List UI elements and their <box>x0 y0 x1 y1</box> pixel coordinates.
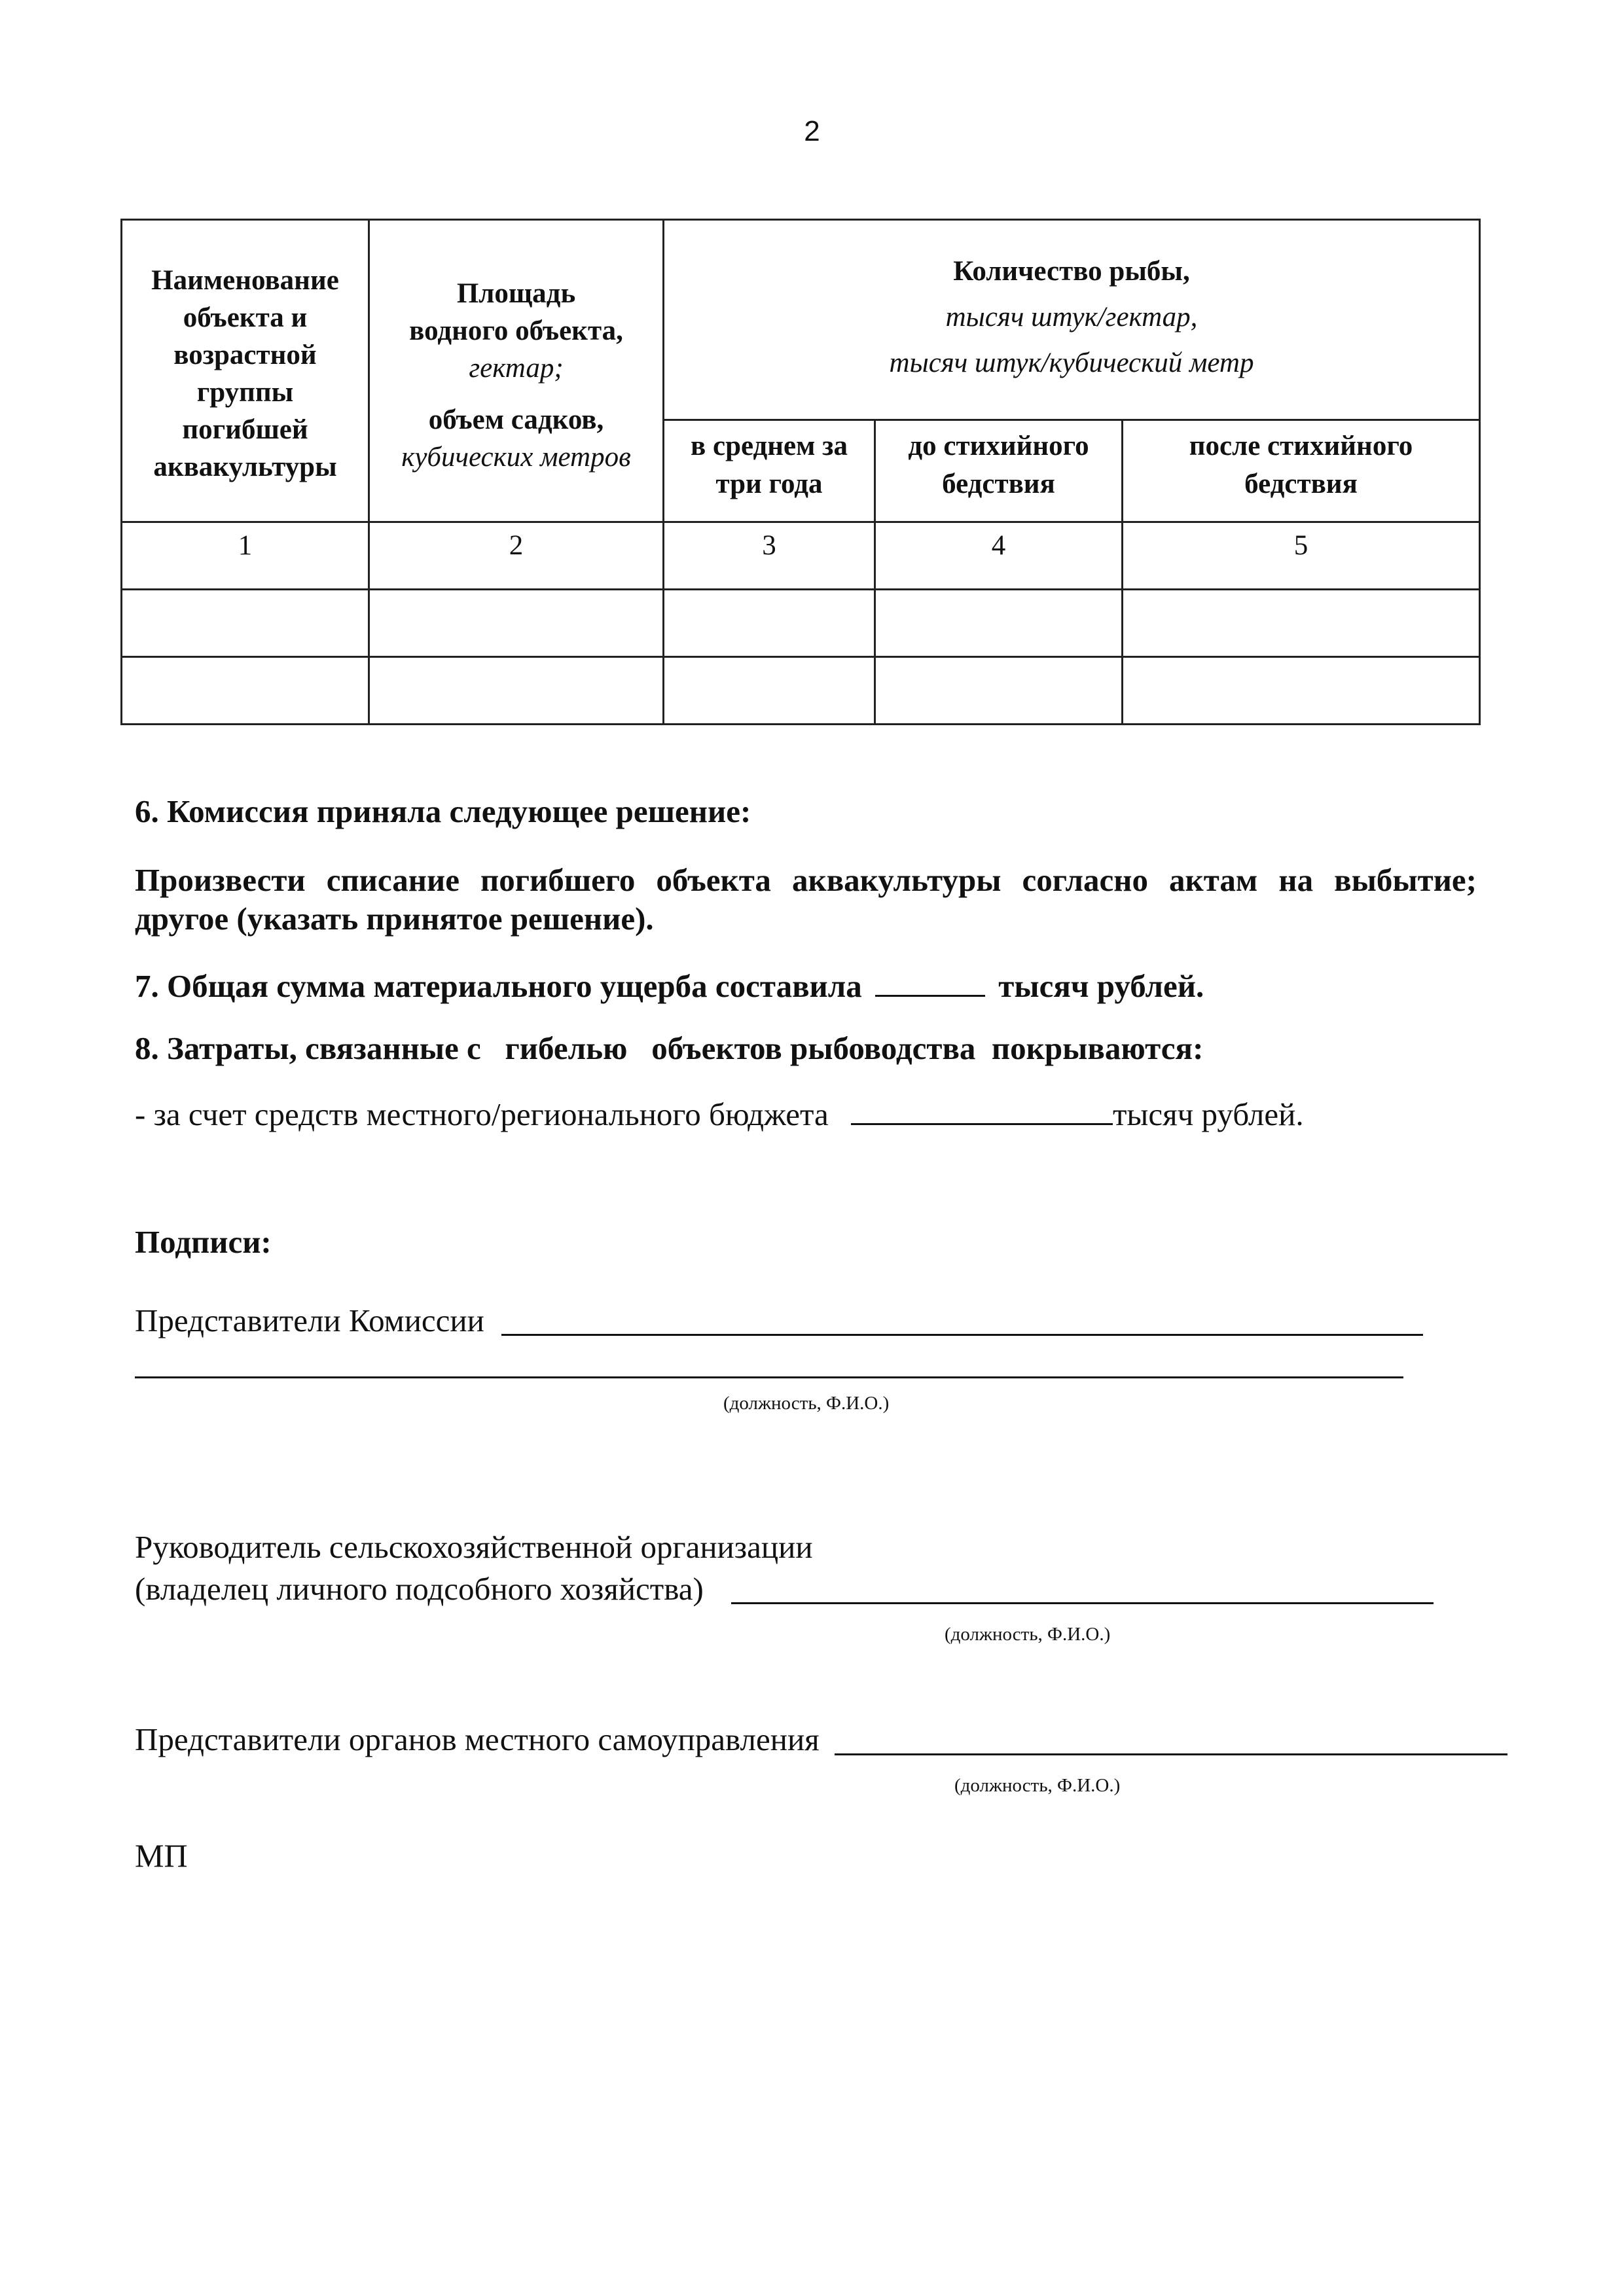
page-number: 2 <box>804 115 820 147</box>
seal-place: МП <box>135 1837 188 1874</box>
manager-signature-line[interactable] <box>731 1602 1434 1604</box>
table-cell[interactable] <box>1123 590 1480 657</box>
section6-heading: 6. Комиссия приняла следующее решение: <box>135 793 751 829</box>
fish-loss-table <box>120 219 1481 725</box>
table-cell[interactable] <box>664 657 875 725</box>
column-number: 1 <box>122 522 369 590</box>
table-cell[interactable] <box>369 590 664 657</box>
commission-caption: (должность, Ф.И.О.) <box>723 1393 890 1414</box>
damage-sum-field[interactable] <box>875 963 985 997</box>
table-cell[interactable] <box>122 657 369 725</box>
manager-label-line1: Руководитель сельскохозяйственной организации <box>135 1529 813 1565</box>
section6-decision-line2: другое (указать принятое решение). <box>135 901 654 937</box>
commission-label: Представители Комиссии <box>135 1302 484 1338</box>
table-cell[interactable] <box>875 657 1123 725</box>
commission-signature-line[interactable] <box>501 1334 1423 1336</box>
budget-amount-field[interactable] <box>851 1092 1113 1125</box>
local-gov-label: Представители органов местного самоуправления <box>135 1721 820 1757</box>
table-cell[interactable] <box>122 590 369 657</box>
column-number: 2 <box>369 522 664 590</box>
column-number: 4 <box>875 522 1123 590</box>
section8-heading: 8. Затраты, связанные с гибелью объектов рыбоводства покрываются: <box>135 1030 1204 1066</box>
section8-budget-item <box>135 1092 1477 1134</box>
section7-text: 7. Общая сумма материального ущерба составила <box>135 968 862 1004</box>
column-number: 3 <box>664 522 875 590</box>
section6-decision-line1: Произвести списание погибшего объекта аквакультуры согласно актам на выбытие; <box>135 862 1477 898</box>
column-number: 5 <box>1123 522 1480 590</box>
manager-caption: (должность, Ф.И.О.) <box>945 1624 1111 1645</box>
section7 <box>135 963 1477 1006</box>
header-area: Площадь водного объекта, гектар; объем садков, кубических метров <box>369 220 664 522</box>
commission-signature-line-2[interactable] <box>135 1376 1403 1378</box>
budget-item-text: - за счет средств местного/регионального бюджета <box>135 1096 829 1132</box>
manager-label-line2: (владелец личного подсобного хозяйства) <box>135 1571 704 1607</box>
local-gov-signature-line[interactable] <box>835 1753 1507 1755</box>
table-cell[interactable] <box>369 657 664 725</box>
budget-item-unit: тысяч рублей. <box>1113 1096 1304 1132</box>
header-before-disaster: до стихийного бедствия <box>875 420 1123 522</box>
table-cell[interactable] <box>664 590 875 657</box>
table-cell[interactable] <box>875 590 1123 657</box>
table-cell[interactable] <box>1123 657 1480 725</box>
header-object-name: Наименование объекта и возрастной группы погибшей аквакультуры <box>122 220 369 522</box>
local-gov-caption: (должность, Ф.И.О.) <box>954 1775 1121 1796</box>
header-avg-three-years: в среднем за три года <box>664 420 875 522</box>
signatures-heading: Подписи: <box>135 1224 272 1260</box>
section7-unit: тысяч рублей. <box>998 968 1204 1004</box>
header-fish-quantity: Количество рыбы, тысяч штук/гектар, тысяч штук/кубический метр <box>664 220 1480 420</box>
table-row <box>122 657 1480 725</box>
header-after-disaster: после стихийного бедствия <box>1123 420 1480 522</box>
table-row <box>122 590 1480 657</box>
